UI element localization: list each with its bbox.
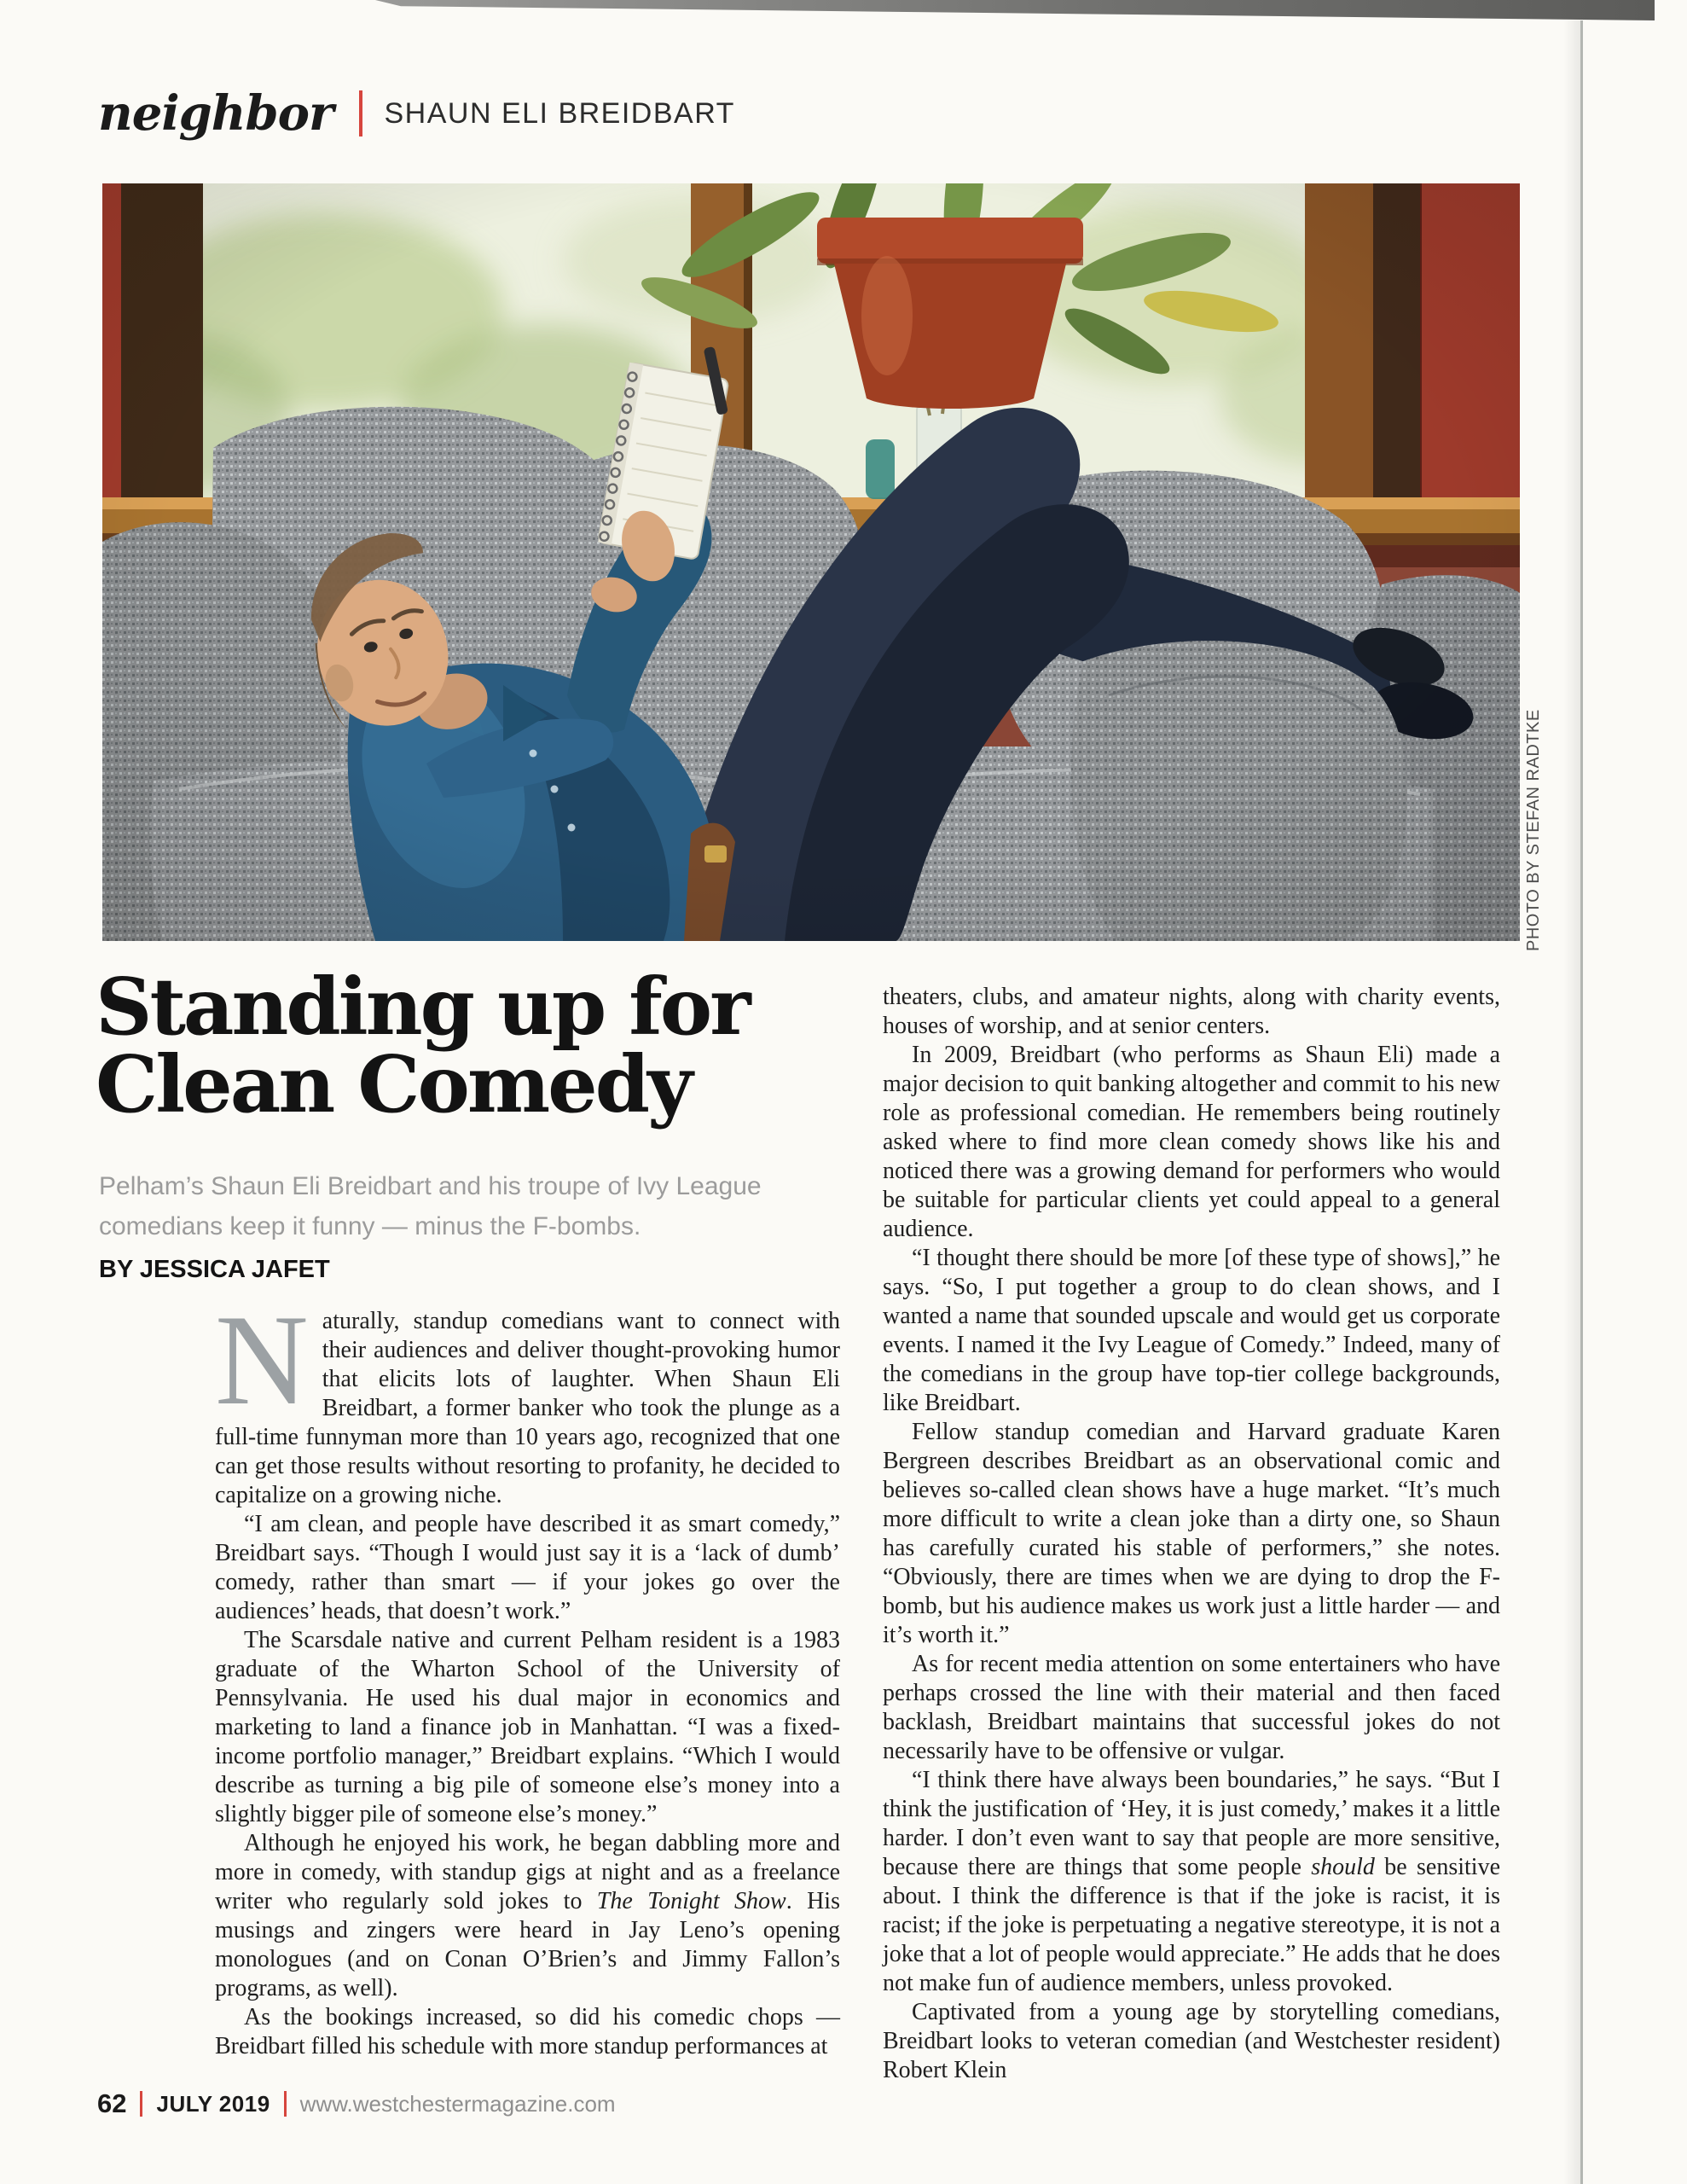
magazine-website: www.westchestermagazine.com bbox=[299, 2090, 616, 2117]
paragraph: The Scarsdale native and current Pelham resident is a 1983 graduate of the Wharton School of the University of Pennsylvania. He used his dual major in economics and marketing to land a finance job in Manhattan. “I was a fixed-income portfolio manager,” Breidbart explains. “Which I would describe as turning a big pile of someone else’s money into a slightly bigger pile of someone else’s money.” bbox=[215, 1627, 840, 1827]
footer-divider bbox=[284, 2091, 287, 2117]
paragraph: theaters, clubs, and amateur nights, along with charity events, houses of worship, and at senior centers. bbox=[883, 984, 1500, 1039]
paragraph: Fellow standup comedian and Harvard graduate Karen Bergreen describes Breidbart as an observational comic and believes so-called clean shows have a huge market. “It’s much more difficult to write a clean joke than a dirty one, so Shaun has carefully curated his stable of performers,” she notes. “Obviously, there are times when we are dying to drop the F-bomb, but his audience makes us work just a little harder — and it’s worth it.” bbox=[883, 1419, 1500, 1648]
paragraph: Captivated from a young age by storytelling comedians, Breidbart looks to veteran comedian (and Westchester resident) Robert Klein bbox=[883, 1999, 1500, 2083]
page-footer bbox=[97, 2088, 616, 2119]
article-photo bbox=[102, 183, 1520, 941]
paragraph: Naturally, standup comedians want to connect with their audiences and deliver thought-provoking humor that elicits lots of laughter. When Shaun Eli Breidbart, a former banker who took the plunge as a full-time funnyman more than 10 years ago, recognized that one can get those results without resorting to profanity, he decided to capitalize on a growing niche. bbox=[215, 1288, 840, 1508]
photo-credit: PHOTO BY STEFAN RADTKE bbox=[1524, 709, 1543, 951]
footer-divider bbox=[140, 2091, 142, 2117]
subhead: Pelham’s Shaun Eli Breidbart and his troupe of Ivy League comedians keep it funny — minus the F-bombs. bbox=[99, 1172, 762, 1240]
paragraph: As the bookings increased, so did his comedic chops — Breidbart filled his schedule with more standup performances at bbox=[215, 2004, 840, 2059]
paragraph: Although he enjoyed his work, he began dabbling more and more in comedy, with standup gigs at night and as a freelance writer who regularly sold jokes to The Tonight Show. His musings and zingers were heard in Jay Leno’s opening monologues (and on Conan O’Brien’s and Jimmy Fallon’s programs, as well). bbox=[215, 1830, 840, 2001]
scan-artifact-top bbox=[375, 0, 1655, 20]
paragraph: “I am clean, and people have described it as smart comedy,” Breidbart says. “Though I would just say it is a ‘lack of dumb’ comedy, rather than smart — if your jokes go over the audiences’ heads, that doesn’t work.” bbox=[215, 1511, 840, 1624]
article-column-left bbox=[215, 1288, 840, 2061]
photo-vignette bbox=[102, 183, 1520, 941]
headline bbox=[96, 961, 863, 1131]
kicker-divider bbox=[359, 90, 362, 136]
kicker bbox=[98, 85, 735, 142]
kicker-subject: SHAUN ELI BREIDBART bbox=[384, 96, 735, 130]
paragraph: In 2009, Breidbart (who performs as Shaun Eli) made a major decision to quit banking altogether and commit to his new role as professional comedian. He remembers being routinely asked where to find more clean comedy shows like his and noticed there was a growing demand for performers who would be suitable for particular clients yet could appeal to a general audience. bbox=[883, 1042, 1500, 1242]
section-title: neighbor bbox=[98, 85, 333, 142]
headline-line1: Standing up for bbox=[96, 961, 749, 1053]
issue-date: JULY 2019 bbox=[156, 2090, 270, 2117]
paragraph: As for recent media attention on some entertainers who have perhaps crossed the line with their material and then faced backlash, Breidbart maintains that successful jokes do not necessarily have to be offensive or vulgar. bbox=[883, 1651, 1500, 1764]
page-number: 62 bbox=[97, 2088, 127, 2118]
page-edge-strip bbox=[1583, 20, 1687, 2184]
paragraph: “I think there have always been boundaries,” he says. “But I think the justification of ‘Hey, it is just comedy,’ makes it a little harder. I don’t even want to say that people are more sensitive, because there are things that some people should be sensitive about. I think the difference is that if the joke is racist, it is racist; if the joke is perpetuating a negative stereotype, it is not a joke that a lot of people would appreciate.” He adds that he does not make fun of audience members, unless provoked. bbox=[883, 1767, 1500, 1996]
dropcap: N bbox=[215, 1288, 309, 1432]
page-edge-shadow bbox=[1563, 20, 1580, 2184]
article-column-right bbox=[883, 983, 1500, 2085]
headline-line2: Clean Comedy bbox=[96, 1038, 691, 1131]
byline: BY JESSICA JAFET bbox=[99, 1256, 330, 1283]
paragraph: “I thought there should be more [of these type of shows],” he says. “So, I put together a group to do clean shows, and I wanted a name that sounded upscale and would get us corporate events. I named it the Ivy League of Comedy.” Indeed, many of the comedians in the group have top-tier college backgrounds, like Breidbart. bbox=[883, 1245, 1500, 1416]
